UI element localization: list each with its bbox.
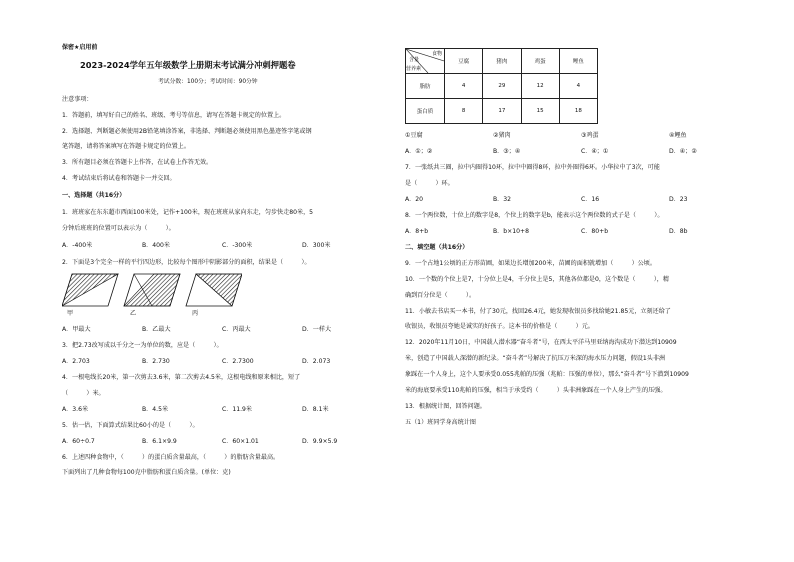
q7-line: 7．一张纸共三圈，拉中内圈得10环，拉中中圈得8环，拉中外圈得6环。小华拉中了3次，可能 xyxy=(405,164,660,171)
q10-line: 确到百分位是（ ）。 xyxy=(405,292,476,299)
q10-line: 10．一个数的个位上是7，十分位上是4，千分位上是5，其他各位都是0，这个数是（ ），精 xyxy=(405,276,669,283)
figure-label-yi: 乙 xyxy=(130,310,137,317)
q7-option-d[interactable]: D．23 xyxy=(669,196,688,203)
q6-option-d[interactable]: D．④；② xyxy=(669,148,697,155)
section2-heading: 二、填空题（共16分） xyxy=(405,244,469,251)
table-corner-cell xyxy=(406,49,445,74)
note-item: 4．考试结束后将试卷和答题卡一并交回。 xyxy=(62,175,176,182)
nutrition-table xyxy=(405,48,598,124)
q7-option-b[interactable]: B．32 xyxy=(493,196,512,203)
food-header: 鸡蛋 xyxy=(521,49,559,74)
figure-jia xyxy=(62,274,118,306)
q6-option-c[interactable]: C．④；① xyxy=(581,148,609,155)
q6-line: 6．上述四种食物中，（ ）的蛋白质含量最高，（ ）的脂肪含量最高。 xyxy=(62,454,280,461)
note-item: 2．选择题、判断题必须使用2B铅笔填涂答案，非选择、判断题必须使用黑色墨迹签字笔或钢 xyxy=(62,128,312,135)
table-row xyxy=(406,74,598,99)
q12-line: 象踩在一个人身上，这个人要承受0.055兆帕的压强（兆帕：压强的单位），那么“奋斗者”号下潜到10909 xyxy=(405,371,689,378)
q2-option-b[interactable]: B．乙最大 xyxy=(142,326,171,333)
table-cell: 15 xyxy=(521,99,559,124)
row-label: 蛋白质 xyxy=(406,99,445,124)
q1-option-d[interactable]: D．300米 xyxy=(302,242,331,249)
q4-line: 4．一根电线长20米，第一次剪去3.6米，第二次剪去4.5米，这根电线和原来相比，短了 xyxy=(62,374,301,381)
table-cell: 18 xyxy=(559,99,597,124)
q5-text: 5．估一估，下面算式结果比60小的是（ ）。 xyxy=(62,422,199,429)
q2-option-a[interactable]: A．甲最大 xyxy=(62,326,91,333)
q3-option-a[interactable]: A．2.703 xyxy=(62,358,90,365)
table-header-row xyxy=(406,49,598,74)
section1-heading: 一、选择题（共16分） xyxy=(62,192,126,199)
q12-line: 米，创造了中国载人深潜的新纪录。“奋斗者”号解决了抗压万米深的海水压力问题，假设1头非洲 xyxy=(405,355,666,362)
q4-option-c[interactable]: C．11.9米 xyxy=(222,406,253,413)
table-cell: 17 xyxy=(483,99,521,124)
figure-bing xyxy=(186,274,242,306)
q13-text: 13．根据统计图，回答问题。 xyxy=(405,403,486,410)
note-item: 笔答题，请将答案填写在答题卡规定的位置上。 xyxy=(62,143,190,150)
page-title: 2023-2024学年五年级数学上册期末考试满分冲刺押题卷 xyxy=(80,60,296,70)
row-label: 脂肪 xyxy=(406,74,445,99)
q2-option-d[interactable]: D．一样大 xyxy=(302,326,332,333)
q1-option-a[interactable]: A．-400米 xyxy=(62,242,93,249)
q5-option-c[interactable]: C．60×1.01 xyxy=(222,438,259,445)
table-cell: 4 xyxy=(445,74,483,99)
table-row xyxy=(406,99,598,124)
q5-option-b[interactable]: B．6.1×9.9 xyxy=(142,438,177,445)
table-cell: 8 xyxy=(445,99,483,124)
q2-option-c[interactable]: C．丙最大 xyxy=(222,326,251,333)
table-cell: 12 xyxy=(521,74,559,99)
q8-option-a[interactable]: A．8+b xyxy=(405,228,429,235)
q3-text: 3．把2.73改写成以千分之一为单位的数，应是（ ）。 xyxy=(62,342,223,349)
food-option-2: ②猪肉 xyxy=(493,132,511,139)
figure-yi xyxy=(124,274,180,306)
q1-line: 分钟后班班的位置可以表示为（ ）。 xyxy=(62,225,175,232)
q7-line: 是（ ）环。 xyxy=(405,180,454,187)
food-option-3: ③鸡蛋 xyxy=(581,132,599,139)
q5-option-d[interactable]: D．9.9×5.9 xyxy=(302,438,338,445)
q3-option-d[interactable]: D．2.073 xyxy=(302,358,331,365)
table-cell: 4 xyxy=(559,74,597,99)
corner-label-food: 食物 xyxy=(431,51,442,57)
food-option-1: ①豆腐 xyxy=(405,132,423,139)
q11-line: 收银员，收银员夸她是诚实的好孩子。这本书的价格是（ ）元。 xyxy=(405,323,594,330)
note-item: 1．答题前，填写好自己的姓名、班级、考号等信息，请写在答题卡规定的位置上。 xyxy=(62,112,286,119)
notes-heading: 注意事项： xyxy=(62,96,93,103)
q2-text: 2．下面是3个完全一样的平行四边形，比较每个图形中阴影部分的面积，结果是（ ）。 xyxy=(62,259,311,266)
q6-option-b[interactable]: B．③；④ xyxy=(493,148,521,155)
q6-line: 下面列出了几种食物每100克中脂肪和蛋白质含量。(单位：克) xyxy=(62,469,231,476)
q8-text: 8．一个两位数，十位上的数字是8，个位上的数字是b，能表示这个两位数的式子是（ ）。 xyxy=(405,212,664,219)
food-header: 豆腐 xyxy=(445,49,483,74)
note-item: 3．所有题目必须在答题卡上作答，在试卷上作答无效。 xyxy=(62,159,213,166)
parallelogram-figures xyxy=(62,272,242,310)
q11-line: 11．小敏去书店买一本书，付了30元，找回26.4元，她发现收银员多找给她21.85元，立刻还给了 xyxy=(405,308,671,315)
corner-label-content: 含量 xyxy=(409,57,420,63)
q8-option-b[interactable]: B．b×10+8 xyxy=(493,228,529,235)
q1-option-c[interactable]: C．-300米 xyxy=(222,242,253,249)
q7-option-a[interactable]: A．20 xyxy=(405,196,424,203)
q3-option-b[interactable]: B．2.730 xyxy=(142,358,170,365)
food-option-4: ④鲤鱼 xyxy=(669,132,687,139)
q3-option-c[interactable]: C．2.7300 xyxy=(222,358,254,365)
q1-line: 1．班班家在东东超市西面100米处，记作+100米，现在班班从家向东走，匀步快走80米，5 xyxy=(62,209,314,216)
secret-label: 保密★启用前 xyxy=(62,44,98,51)
q1-option-b[interactable]: B．400米 xyxy=(142,242,170,249)
corner-label-nutrient: 营养素 xyxy=(406,66,422,72)
q6-option-a[interactable]: A．①；② xyxy=(405,148,433,155)
figure-label-bing: 丙 xyxy=(192,310,199,317)
q4-line: （ ）米。 xyxy=(62,390,105,397)
q12-line: 米的海底要承受110兆帕的压强，相当于承受约（ ）头非洲象踩在一个人身上产生的压强。 xyxy=(405,387,667,394)
q5-option-a[interactable]: A．60÷0.7 xyxy=(62,438,95,445)
q4-option-a[interactable]: A．3.6米 xyxy=(62,406,89,413)
q13-subtitle: 五（1）班同学身高统计图 xyxy=(405,419,476,426)
q9-text: 9．一个占地1公顷的正方形苗圃，如果边长增加200米，苗圃的面积就增加（ ）公顷。 xyxy=(405,260,656,267)
q8-option-c[interactable]: C．80+b xyxy=(581,228,609,235)
q4-option-b[interactable]: B．4.5米 xyxy=(142,406,169,413)
food-header: 猪肉 xyxy=(483,49,521,74)
table-cell: 29 xyxy=(483,74,521,99)
figure-label-jia: 甲 xyxy=(67,310,74,317)
q7-option-c[interactable]: C．16 xyxy=(581,196,600,203)
exam-info: 考试分数：100分；考试时间：90分钟 xyxy=(158,79,258,85)
q4-option-d[interactable]: D．8.1米 xyxy=(302,406,329,413)
food-header: 鲤鱼 xyxy=(559,49,597,74)
q8-option-d[interactable]: D．8b xyxy=(669,228,688,235)
q12-line: 12．2020年11月10日，中国载人潜水器“奋斗者”号，在西太平洋马里亚纳海沟成功下潜达到10909 xyxy=(405,339,677,346)
